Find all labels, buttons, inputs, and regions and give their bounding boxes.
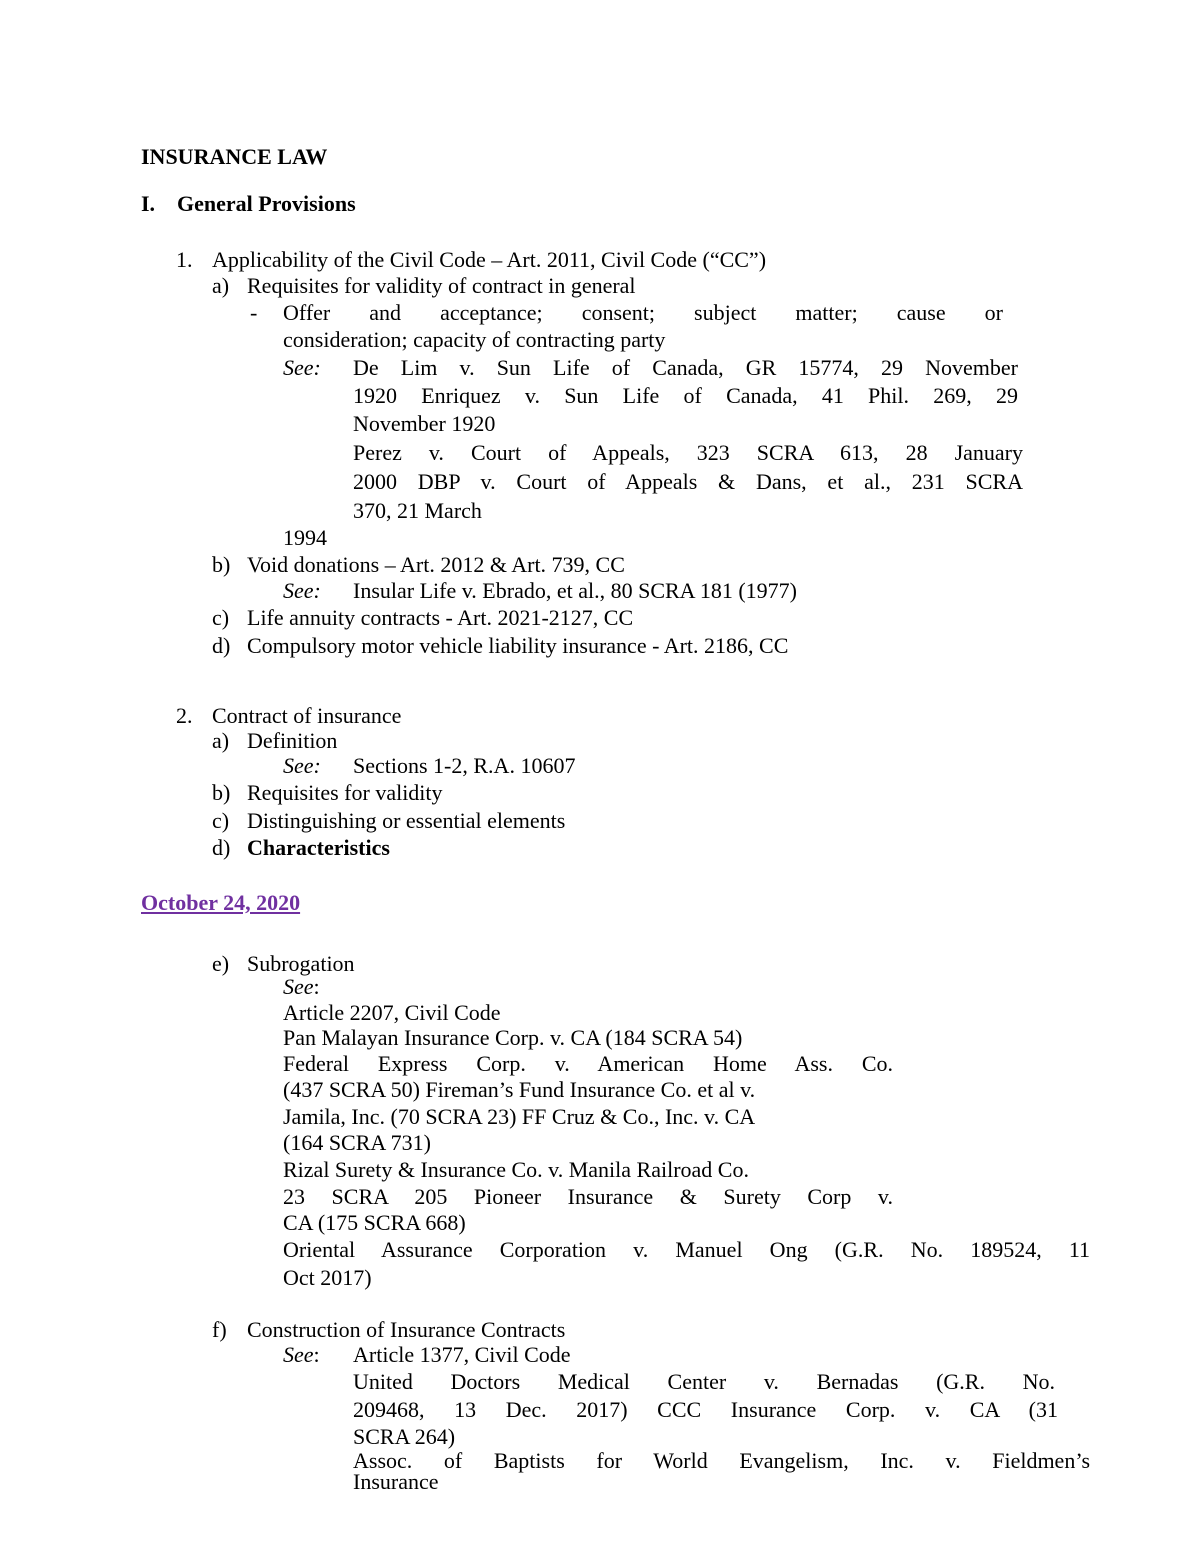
case-line: 370, 21 March — [353, 498, 482, 523]
reference-line: Article 2207, Civil Code — [283, 1000, 501, 1025]
item-1-label: Applicability of the Civil Code – Art. 2011, Civil Code (“CC”) — [212, 247, 767, 272]
date-heading: October 24, 2020 — [141, 890, 301, 915]
reference-line: Rizal Surety & Insurance Co. v. Manila Railroad Co. — [283, 1157, 749, 1182]
item-2-number: 2. — [176, 703, 193, 728]
reference-line: Insurance — [353, 1469, 439, 1494]
see-label: See: — [283, 753, 321, 778]
case-line: Insular Life v. Ebrado, et al., 80 SCRA 181 (1977) — [353, 578, 797, 603]
item-2d-label: Characteristics — [247, 835, 390, 860]
item-f-label: Construction of Insurance Contracts — [247, 1317, 566, 1342]
reference-line: (437 SCRA 50) Fireman’s Fund Insurance Co. et al v. — [283, 1077, 756, 1102]
item-2b-letter: b) — [212, 780, 231, 805]
item-1b-letter: b) — [212, 552, 231, 577]
reference-line: Jamila, Inc. (70 SCRA 23) FF Cruz & Co., Inc. v. CA — [283, 1104, 756, 1129]
reference-line: Assoc. of Baptists for World Evangelism, Inc. v. Fieldmen’s — [353, 1448, 1090, 1473]
case-line: 2000 DBP v. Court of Appeals & Dans, et al., 231 SCRA — [353, 469, 1023, 494]
reference-line: Oct 2017) — [283, 1265, 372, 1290]
reference-line: Sections 1-2, R.A. 10607 — [353, 753, 576, 778]
reference-line: 23 SCRA 205 Pioneer Insurance & Surety Corp v. — [283, 1184, 893, 1209]
item-e-letter: e) — [212, 951, 230, 976]
item-e-label: Subrogation — [247, 951, 355, 976]
case-line: November 1920 — [353, 411, 496, 436]
see-label: See: — [283, 355, 321, 380]
item-1c-label: Life annuity contracts - Art. 2021-2127, CC — [247, 605, 634, 630]
item-2c-label: Distinguishing or essential elements — [247, 808, 566, 833]
reference-line: Pan Malayan Insurance Corp. v. CA (184 SCRA 54) — [283, 1025, 743, 1050]
reference-line: SCRA 264) — [353, 1424, 456, 1449]
bullet-dash: - — [250, 300, 258, 325]
item-2a-label: Definition — [247, 728, 338, 753]
reference-line: Federal Express Corp. v. American Home Ass. Co. — [283, 1051, 893, 1076]
see-label: See — [283, 1342, 314, 1367]
item-1c-letter: c) — [212, 605, 230, 630]
case-line: De Lim v. Sun Life of Canada, GR 15774, 29 November — [353, 355, 1018, 380]
reference-line: United Doctors Medical Center v. Bernadas (G.R. No. — [353, 1369, 1055, 1394]
reference-line: 209468, 13 Dec. 2017) CCC Insurance Corp. v. CA (31 — [353, 1397, 1058, 1422]
item-2d-letter: d) — [212, 835, 231, 860]
offer-line-1: Offer and acceptance; consent; subject matter; cause or — [283, 300, 1003, 325]
item-1a-letter: a) — [212, 273, 230, 298]
item-2b-label: Requisites for validity — [247, 780, 443, 805]
document-title: INSURANCE LAW — [141, 144, 328, 169]
see-colon: : — [313, 1342, 320, 1367]
reference-line: Article 1377, Civil Code — [353, 1342, 571, 1367]
reference-line: Oriental Assurance Corporation v. Manuel Ong (G.R. No. 189524, 11 — [283, 1237, 1090, 1262]
item-1b-label: Void donations – Art. 2012 & Art. 739, CC — [247, 552, 625, 577]
item-2a-letter: a) — [212, 728, 230, 753]
see-label: See: — [283, 578, 321, 603]
section-heading: General Provisions — [177, 191, 356, 216]
item-2c-letter: c) — [212, 808, 230, 833]
case-line: 1920 Enriquez v. Sun Life of Canada, 41 Phil. 269, 29 — [353, 383, 1018, 408]
item-1-number: 1. — [176, 247, 193, 272]
reference-line: CA (175 SCRA 668) — [283, 1210, 466, 1235]
item-1a-label: Requisites for validity of contract in general — [247, 273, 636, 298]
section-number: I. — [141, 191, 156, 216]
item-1d-label: Compulsory motor vehicle liability insurance - Art. 2186, CC — [247, 633, 789, 658]
item-2-label: Contract of insurance — [212, 703, 402, 728]
see-label: See — [283, 974, 314, 999]
see-colon: : — [313, 974, 320, 999]
case-year: 1994 — [283, 525, 327, 550]
reference-line: (164 SCRA 731) — [283, 1130, 431, 1155]
item-f-letter: f) — [212, 1317, 227, 1342]
offer-line-2: consideration; capacity of contracting party — [283, 327, 666, 352]
item-1d-letter: d) — [212, 633, 231, 658]
case-line: Perez v. Court of Appeals, 323 SCRA 613, 28 January — [353, 440, 1023, 465]
